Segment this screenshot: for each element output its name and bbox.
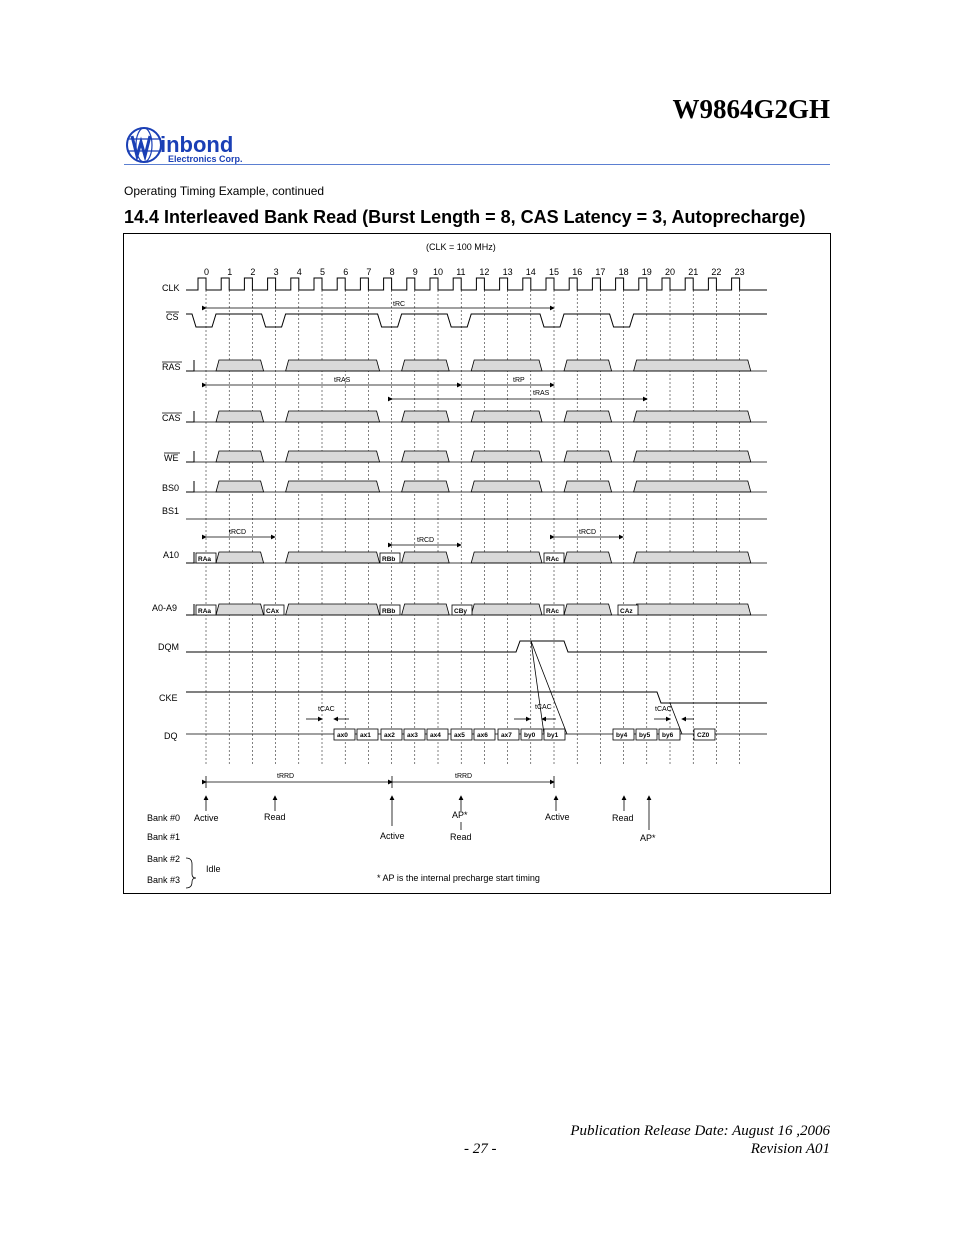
bs0-segment	[471, 481, 542, 492]
dq-value: ax0	[337, 732, 348, 739]
revision: Revision A01	[750, 1141, 830, 1157]
cycle-number: 11	[456, 267, 466, 277]
trp-label: tRP	[513, 377, 525, 384]
bs0-segment	[216, 481, 264, 492]
ras-segment	[286, 360, 380, 371]
a0a9-segment	[286, 604, 380, 615]
label-we: WE	[164, 453, 179, 463]
label-bs0: BS0	[162, 483, 180, 493]
publication-date: Publication Release Date: August 16 ,2006	[570, 1123, 830, 1139]
ras-segment	[471, 360, 542, 371]
a0a9-segment	[402, 604, 450, 615]
tcac2-label: tCAC	[535, 704, 552, 711]
label-bs1: BS1	[162, 506, 180, 516]
dq-value: ax6	[477, 732, 488, 739]
event-read-1: Read	[264, 812, 286, 822]
a10-segment	[286, 552, 380, 563]
a10-lead	[186, 552, 194, 563]
event-read-3: Read	[612, 813, 634, 823]
cycle-number: 8	[389, 267, 395, 277]
bs0-segment	[634, 481, 751, 492]
bs0-segment	[286, 481, 380, 492]
event-active-2: Active	[380, 831, 405, 841]
timing-diagram-frame	[123, 233, 831, 894]
ras-segment	[216, 360, 264, 371]
addr-value: CAx	[266, 608, 280, 615]
a10-segment	[471, 552, 542, 563]
header-rule	[124, 164, 830, 165]
tcac3-label: tCAC	[655, 706, 672, 713]
logo-brand: inbond	[160, 132, 234, 157]
dq-value: by5	[639, 732, 651, 739]
dq-value: CZ0	[697, 732, 710, 739]
cycle-number: 21	[688, 267, 699, 277]
dq-value: by1	[547, 732, 559, 739]
clk-waveform	[186, 278, 767, 290]
cycle-number: 20	[665, 267, 676, 277]
trcd3-label: tRCD	[579, 529, 597, 536]
dqm-diagonal-2	[531, 641, 544, 734]
label-ras: RAS	[162, 362, 181, 372]
trcd2-label: tRCD	[417, 537, 435, 544]
label-clk: CLK	[162, 283, 180, 293]
dqm-waveform	[186, 641, 767, 652]
dq-value: by0	[524, 732, 536, 739]
dq-value: by4	[616, 732, 628, 739]
tras2-label: tRAS	[533, 390, 550, 397]
trc-label: tRC	[393, 301, 406, 308]
addr-value: RBb	[382, 608, 396, 615]
we-lead	[186, 451, 194, 462]
cas-segment	[216, 411, 264, 422]
label-cas: CAS	[162, 413, 181, 423]
we-segment	[471, 451, 542, 462]
event-read-2: Read	[450, 832, 472, 842]
cycle-number: 22	[711, 267, 722, 277]
bus-segments	[186, 360, 767, 740]
cycle-number: 0	[204, 267, 210, 277]
label-a0a9: A0-A9	[152, 603, 178, 613]
event-active-1: Active	[194, 813, 219, 823]
dqm-diagonal-1	[531, 641, 567, 734]
tcac1-label: tCAC	[318, 706, 335, 713]
dq-value: by6	[662, 732, 674, 739]
bs0-segment	[564, 481, 612, 492]
cas-segment	[564, 411, 612, 422]
logo-subtitle: Electronics Corp.	[168, 154, 243, 164]
bank-1: Bank #1	[147, 832, 181, 842]
cycle-number: 12	[479, 267, 490, 277]
clock-note: (CLK = 100 MHz)	[426, 242, 496, 252]
dq-value: ax2	[384, 732, 395, 739]
bank-2: Bank #2	[147, 854, 181, 864]
a10-value: RAa	[198, 556, 212, 563]
cas-segment	[471, 411, 542, 422]
cycle-number: 13	[502, 267, 513, 277]
a10-value: RAc	[546, 556, 560, 563]
event-ap-1: AP*	[452, 810, 468, 820]
bank-0: Bank #0	[147, 813, 181, 823]
cycle-number: 3	[273, 267, 279, 277]
we-segment	[402, 451, 450, 462]
label-a10: A10	[163, 550, 180, 560]
cycle-number: 10	[433, 267, 444, 277]
a0a9-segment	[471, 604, 542, 615]
label-cke: CKE	[159, 693, 178, 703]
a0a9-lead	[186, 604, 194, 615]
cycle-number: 4	[296, 267, 302, 277]
trrd2-label: tRRD	[455, 773, 473, 780]
trrd1-label: tRRD	[277, 773, 295, 780]
footnote: * AP is the internal precharge start timing	[377, 873, 540, 883]
dq-value: ax4	[430, 732, 441, 739]
part-number: W9864G2GH	[672, 94, 830, 124]
bs0-segment	[402, 481, 450, 492]
timing-diagram	[124, 234, 830, 893]
cas-lead	[186, 411, 194, 422]
cycle-number: 6	[343, 267, 349, 277]
event-ap-2: AP*	[640, 833, 656, 843]
a10-segment	[634, 552, 751, 563]
event-active-3: Active	[545, 812, 570, 822]
dq-value: ax3	[407, 732, 418, 739]
winbond-globe-icon	[127, 128, 161, 162]
we-segment	[216, 451, 264, 462]
tras1-label: tRAS	[334, 377, 351, 384]
section-title: 14.4 Interleaved Bank Read (Burst Length = 8, CAS Latency = 3, Autoprecharge)	[124, 207, 806, 227]
a10-segment	[564, 552, 612, 563]
label-dqm: DQM	[158, 642, 179, 652]
trcd1-label: tRCD	[229, 529, 247, 536]
cycle-number: 14	[525, 267, 536, 277]
cycle-number: 5	[320, 267, 326, 277]
label-cs: CS	[166, 312, 179, 322]
a10-value: RBb	[382, 556, 396, 563]
ras-lead	[186, 360, 194, 371]
cycle-number: 17	[595, 267, 606, 277]
cycle-number: 16	[572, 267, 583, 277]
bank-3: Bank #3	[147, 875, 181, 885]
cs-waveform	[186, 314, 767, 327]
we-segment	[286, 451, 380, 462]
addr-value: RAc	[546, 608, 560, 615]
dq-value: ax7	[501, 732, 512, 739]
cycle-number: 2	[250, 267, 256, 277]
cycle-number: 9	[412, 267, 418, 277]
cke-waveform	[186, 692, 767, 703]
addr-value: CBy	[454, 608, 468, 615]
bs0-lead	[186, 481, 194, 492]
cycle-number: 7	[366, 267, 372, 277]
cycle-number: 1	[227, 267, 233, 277]
a10-segment	[216, 552, 264, 563]
a0a9-segment	[634, 604, 751, 615]
idle-label: Idle	[206, 864, 221, 874]
dq-value: ax5	[454, 732, 465, 739]
cycle-number: 19	[641, 267, 652, 277]
ras-segment	[634, 360, 751, 371]
label-dq: DQ	[164, 731, 178, 741]
cas-segment	[286, 411, 380, 422]
we-segment	[564, 451, 612, 462]
timing-arrows	[206, 308, 694, 788]
cycle-number: 18	[618, 267, 629, 277]
ras-segment	[564, 360, 612, 371]
a10-segment	[402, 552, 450, 563]
a0a9-segment	[564, 604, 612, 615]
cycle-numbers	[204, 267, 745, 277]
ras-segment	[402, 360, 450, 371]
a0a9-segment	[216, 604, 264, 615]
cycle-number: 15	[549, 267, 560, 277]
page-number: - 27 -	[464, 1141, 497, 1157]
caption: Operating Timing Example, continued	[124, 184, 325, 198]
dq-value: ax1	[360, 732, 371, 739]
addr-value: CAz	[620, 608, 633, 615]
cas-segment	[634, 411, 751, 422]
we-segment	[634, 451, 751, 462]
addr-value: RAa	[198, 608, 212, 615]
cas-segment	[402, 411, 450, 422]
winbond-logo	[126, 126, 256, 166]
cycle-number: 23	[734, 267, 745, 277]
